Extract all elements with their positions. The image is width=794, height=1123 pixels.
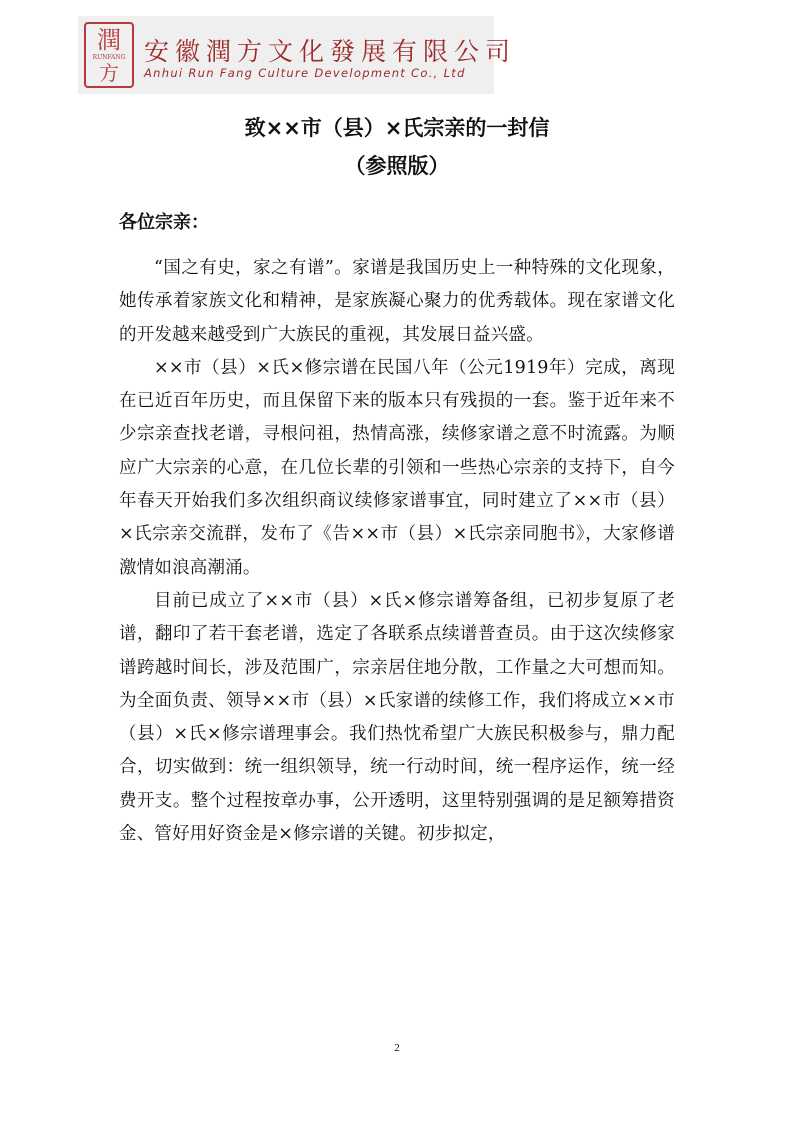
document-title: 致××市（县）×氏宗亲的一封信 [244, 116, 550, 140]
seal-char-2: 方 [99, 61, 119, 85]
letterhead-banner [78, 16, 517, 94]
company-seal-logo [84, 22, 134, 88]
body-paragraph: ××市（县）×氏×修宗谱在民国八年（公元1919年）完成，离现在已近百年历史，而且保留下来的版本只有残损的一套。鉴于近年来不少宗亲查找老谱，寻根问祖，热情高涨，续修家谱之意不时流露。为顺应广大宗亲的心意，在几位长辈的引领和一些热心宗亲的支持下，自今年春天开始我们多次组织商议续修家谱事宜，同时建立了××市（县）×氏宗亲交流群，发布了《告××市（县）×氏宗亲同胞书》，大家修谱激情如浪高潮涌。 [119, 357, 675, 578]
salutation: 各位宗亲： [119, 212, 209, 233]
page-number: 2 [394, 1042, 400, 1054]
seal-subtext: RUNFANG [92, 54, 126, 61]
company-name-chinese: 安徽潤方文化發展有限公司 [144, 37, 517, 66]
body-paragraph: 目前已成立了××市（县）×氏×修宗谱筹备组，已初步复原了老谱，翻印了若干套老谱，选定了各联系点续谱普查员。由于这次续修家谱跨越时间长，涉及范围广，宗亲居住地分散，工作量之大可想而知。为全面负责、领导××市（县）×氏家谱的续修工作，我们将成立××市（县）×氏×修宗谱理事会。我们热忱希望广大族民积极参与，鼎力配合，切实做到：统一组织领导，统一行动时间，统一程序运作，统一经费开支。整个过程按章办事，公开透明，这里特别强调的是足额筹措资金、管好用好资金是×修宗谱的关键。初步拟定， [119, 590, 675, 845]
company-name-english: Anhui Run Fang Culture Development Co., Ltd [144, 66, 466, 80]
letter-body [119, 252, 675, 851]
document-subtitle: （参照版） [344, 154, 450, 178]
seal-char-1: 潤 [97, 26, 121, 54]
body-paragraph: “国之有史，家之有谱”。家谱是我国历史上一种特殊的文化现象，她传承着家族文化和精神，是家族凝心聚力的优秀载体。现在家谱文化的开发越来越受到广大族民的重视，其发展日益兴盛。 [119, 258, 675, 345]
